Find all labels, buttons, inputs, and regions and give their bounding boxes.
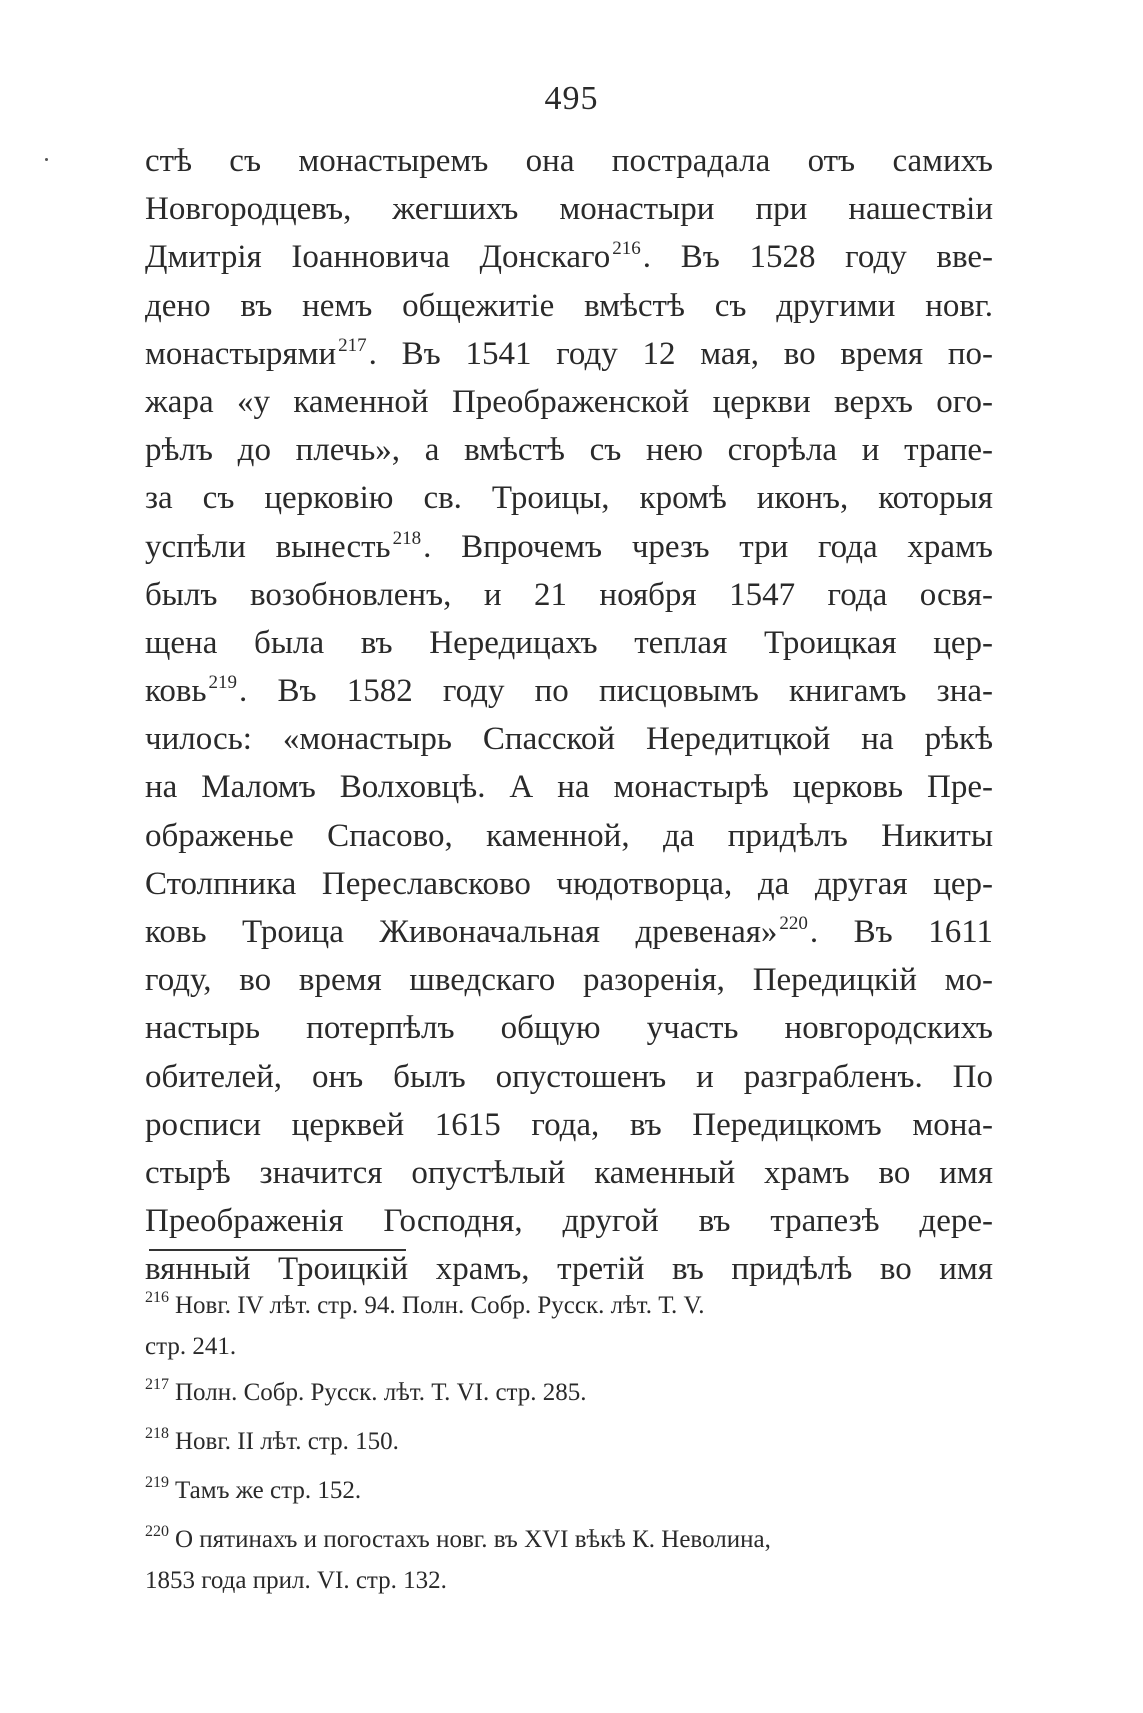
footnote-divider <box>149 1249 406 1251</box>
text-line: году, во время шведскаго разоренія, Передицкій мо- <box>145 962 993 999</box>
footnotes <box>145 1287 993 1608</box>
text-line: дено въ немъ общежитіе вмѣстѣ съ другими новг. <box>145 287 993 324</box>
footnote-ref: 217 <box>338 334 367 356</box>
text-line: за съ церковію св. Троицы, кромѣ иконъ, которыя <box>145 480 993 517</box>
text-line: рѣлъ до плечь», а вмѣстѣ съ нею сгорѣла и трапе- <box>145 432 993 469</box>
text-line: стырѣ значится опустѣлый каменный храмъ во имя <box>145 1154 993 1191</box>
text-line: обителей, онъ былъ опустошенъ и разграбленъ. По <box>145 1058 993 1095</box>
footnote <box>145 1472 993 1513</box>
footnote-ref: 220 <box>779 913 808 934</box>
text-line: росписи церквей 1615 года, въ Передицкомъ мона- <box>145 1106 993 1143</box>
text-line: на Маломъ Волховцѣ. А на монастырѣ церковь Пре- <box>145 769 993 806</box>
footnote-number: 219 <box>145 1474 169 1491</box>
footnote-ref: 219 <box>208 672 237 694</box>
footnote-text: Новг. IV лѣт. стр. 94. Полн. Собр. Русск. лѣт. Т. V. <box>175 1292 705 1319</box>
text-line: монастырями $^{217}$. Въ 1541 году 12 мая, во время по- <box>145 334 993 372</box>
footnote-ref: 218 <box>392 527 422 549</box>
page-number: 495 <box>544 80 599 117</box>
text-line: ковь $^{219}$. Въ 1582 году по писцовымъ книгамъ зна- <box>145 672 993 710</box>
text-line: ковь Троица Живоначальная древеная» $^{220}$. Въ 1611 <box>145 913 993 950</box>
text-line: жара «у каменной Преображенской церкви верхъ ого- <box>145 383 993 420</box>
text-line: успѣли вынесть $^{218}$. Впрочемъ чрезъ три года храмъ <box>145 527 993 565</box>
footnote <box>145 1521 993 1600</box>
footnote <box>145 1374 993 1415</box>
text-line: стѣ съ монастыремъ она пострадала отъ самихъ <box>145 143 993 179</box>
footnote-text: Полн. Собр. Русск. лѣт. Т. VI. стр. 285. <box>175 1379 587 1406</box>
footnote-text: Новг. II лѣт. стр. 150. <box>175 1428 399 1455</box>
text-line: чилось: «монастырь Спасской Нередитцкой на рѣкѣ <box>145 721 993 758</box>
text-line: Преображенія Господня, другой въ трапезѣ дере- <box>145 1203 993 1240</box>
footnote-number: 220 <box>145 1523 169 1540</box>
text-line: щена была въ Нередицахъ теплая Троицкая цер- <box>145 624 993 661</box>
footnote-continuation: стр. 241. <box>145 1333 237 1360</box>
text-line: Новгородцевъ, жегшихъ монастыри при нашествіи <box>145 191 993 228</box>
scan-speck <box>45 158 48 161</box>
body-text <box>145 137 993 1294</box>
footnote <box>145 1423 993 1464</box>
footnote-number: 216 <box>145 1289 169 1306</box>
footnote-text: Тамъ же стр. 152. <box>175 1477 362 1504</box>
footnote-number: 218 <box>145 1425 169 1442</box>
footnote-continuation: 1853 года прил. VI. стр. 132. <box>145 1567 447 1594</box>
footnote-number: 217 <box>145 1376 169 1393</box>
footnote <box>145 1287 993 1366</box>
footnote-ref: 216 <box>612 238 641 260</box>
text-line: вянный Троицкій храмъ, третій въ придѣлѣ во имя <box>145 1251 993 1288</box>
text-line: Дмитрія Іоанновича Донскаго $^{216}$. Въ 1528 году вве- <box>145 238 993 276</box>
text-line: настырь потерпѣлъ общую участь новгородскихъ <box>145 1010 993 1047</box>
footnote-text: О пятинахъ и погостахъ новг. въ XVI вѣкѣ К. Неволина, <box>175 1526 771 1553</box>
text-line: былъ возобновленъ, и 21 ноября 1547 года освя- <box>145 576 993 613</box>
text-line: ображенье Спасово, каменной, да придѣлъ Никиты <box>145 817 993 854</box>
text-line: Столпника Переславсково чюдотворца, да другая цер- <box>145 865 993 902</box>
